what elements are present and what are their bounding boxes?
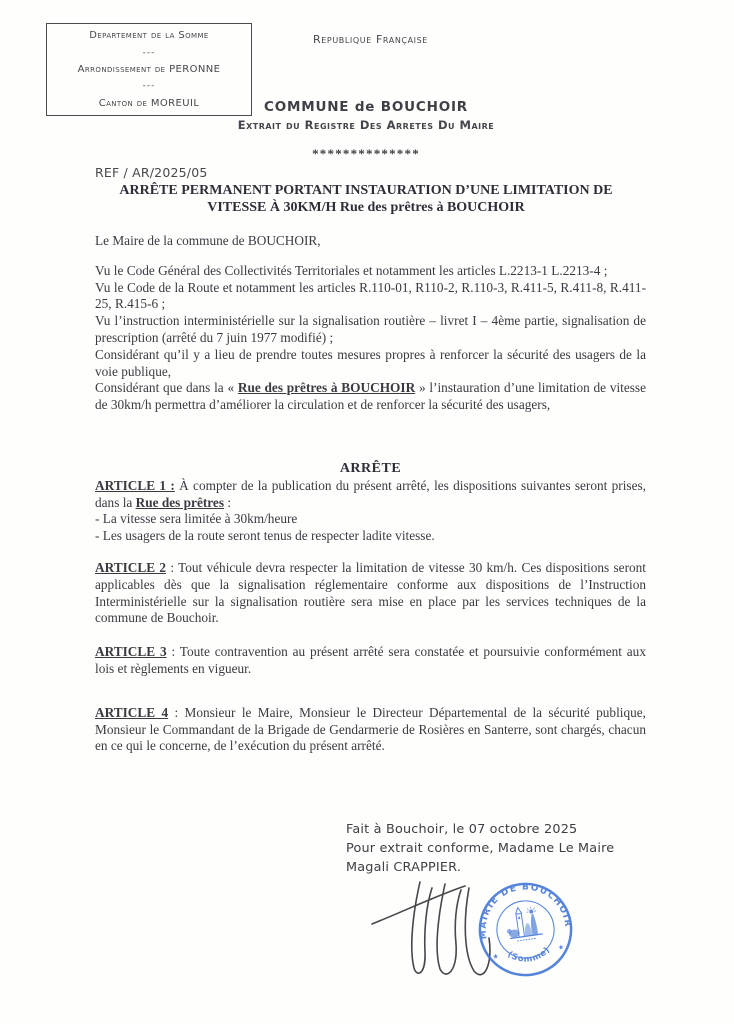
article-3-text: : Toute contravention au présent arrêté sera constatée et poursuivie conformément aux lois et règlements en vigueur. <box>95 644 646 676</box>
commune-title: COMMUNE de BOUCHOIR <box>264 99 468 115</box>
article-2 <box>95 560 646 627</box>
separator-dashes: --- <box>142 47 156 58</box>
signature-conforme: Pour extrait conforme, Madame Le Maire <box>346 841 615 856</box>
article-1 <box>95 478 646 512</box>
article-1-label: ARTICLE 1 : <box>95 477 175 493</box>
article-1-bullet-1: - La vitesse sera limitée à 30km/heure <box>95 511 298 527</box>
arrondissement-label: Arrondissement de PERONNE <box>77 63 221 75</box>
article-1-street: Rue des prêtres <box>135 494 225 510</box>
separator-dashes: --- <box>142 81 156 92</box>
decree-title-line1: ARRÊTE PERMANENT PORTANT INSTAURATION D’UNE LIMITATION DE <box>119 183 613 198</box>
article-4-label: ARTICLE 4 <box>95 704 169 720</box>
salutation: Le Maire de la commune de BOUCHOIR, <box>95 233 321 248</box>
decree-title-line2: VITESSE À 30KM/H Rue des prêtres à BOUCHOIR <box>207 199 525 215</box>
article-2-text: : Tout véhicule devra respecter la limitation de vitesse 30 km/h. Ces dispositions seront applicables dès que la signalisation réglementaire conforme aux dispositions de l’Instruction Interministérielle sur la signalisation routière sera mise en place par les services techniques de la commune de Bouchoir. <box>95 559 646 626</box>
recital-considerant2 <box>95 380 646 414</box>
department-label: Departement de la Somme <box>89 30 209 42</box>
recital-vu1: Vu le Code Général des Collectivités Territoriales et notamment les articles L.2213-1 L.2213-4 ; <box>95 262 608 278</box>
document-body <box>95 233 646 755</box>
stamp-star-left-icon: ★ <box>492 953 500 962</box>
stamp-top-text: MAIRIE DE BOUCHOIR <box>478 882 573 940</box>
mairie-stamp <box>471 875 581 985</box>
considerant2-suffix: » l’instauration d’une limitation de vitesse de 30km/h permettra d’améliorer la circulation et de renforcer la sécurité des usagers, <box>95 380 647 413</box>
stamp-star-right-icon: ★ <box>557 944 565 952</box>
article-1-text: À compter de la publication du présent arrêté, les dispositions suivantes seront prises, dans la <box>95 477 646 510</box>
signature-name: Magali CRAPPIER. <box>346 860 462 875</box>
article-4-text: : Monsieur le Maire, Monsieur le Directeur Départemental de la sécurité publique, Monsieur le Commandant de la Brigade de Gendarmerie de Rosières en Santerre, sont chargés, chacun en ce qui le concerne, de l’exécution du présent arrêté. <box>95 704 646 754</box>
article-3-label: ARTICLE 3 <box>95 644 167 660</box>
register-subtitle: Extrait du Registre Des Arretes Du Maire <box>237 118 495 132</box>
republic-label: Republique Française <box>313 33 428 46</box>
signature-place-date: Fait à Bouchoir, le 07 octobre 2025 <box>346 822 578 837</box>
article-1-colon: : <box>224 494 232 510</box>
reference-number: REF / AR/2025/05 <box>95 165 208 180</box>
article-3 <box>95 644 646 678</box>
street-name-highlight: Rue des prêtres à BOUCHOIR <box>237 380 416 396</box>
article-2-label: ARTICLE 2 <box>95 559 167 575</box>
signature-block <box>346 820 614 877</box>
considerant2-prefix: Considérant que dans la « <box>95 380 238 396</box>
stamp-emblem-icon <box>504 905 543 943</box>
decree-heading: ARRÊTE <box>339 460 402 476</box>
recital-vu2: Vu le Code de la Route et notamment les articles R.110-01, R110-2, R.110-3, R.411-5, R.411-8, R.411-25, R.415-6 ; <box>95 279 646 312</box>
article-4 <box>95 705 646 755</box>
decree-title <box>85 183 647 216</box>
recital-considerant1: Considérant qu’il y a lieu de prendre toutes mesures propres à renforcer la sécurité des usagers de la voie publique, <box>95 346 646 379</box>
stars-divider: ************** <box>312 146 420 161</box>
stamp-bottom-text: (Somme) <box>506 944 552 964</box>
canton-label: Canton de MOREUIL <box>98 97 200 109</box>
article-1-bullet-2: - Les usagers de la route seront tenus de respecter ladite vitesse. <box>95 528 435 544</box>
recital-vu3: Vu l’instruction interministérielle sur la signalisation routière – livret I – 4ème partie, signalisation de prescription (arrêté du 7 juin 1977 modifié) ; <box>95 313 646 345</box>
